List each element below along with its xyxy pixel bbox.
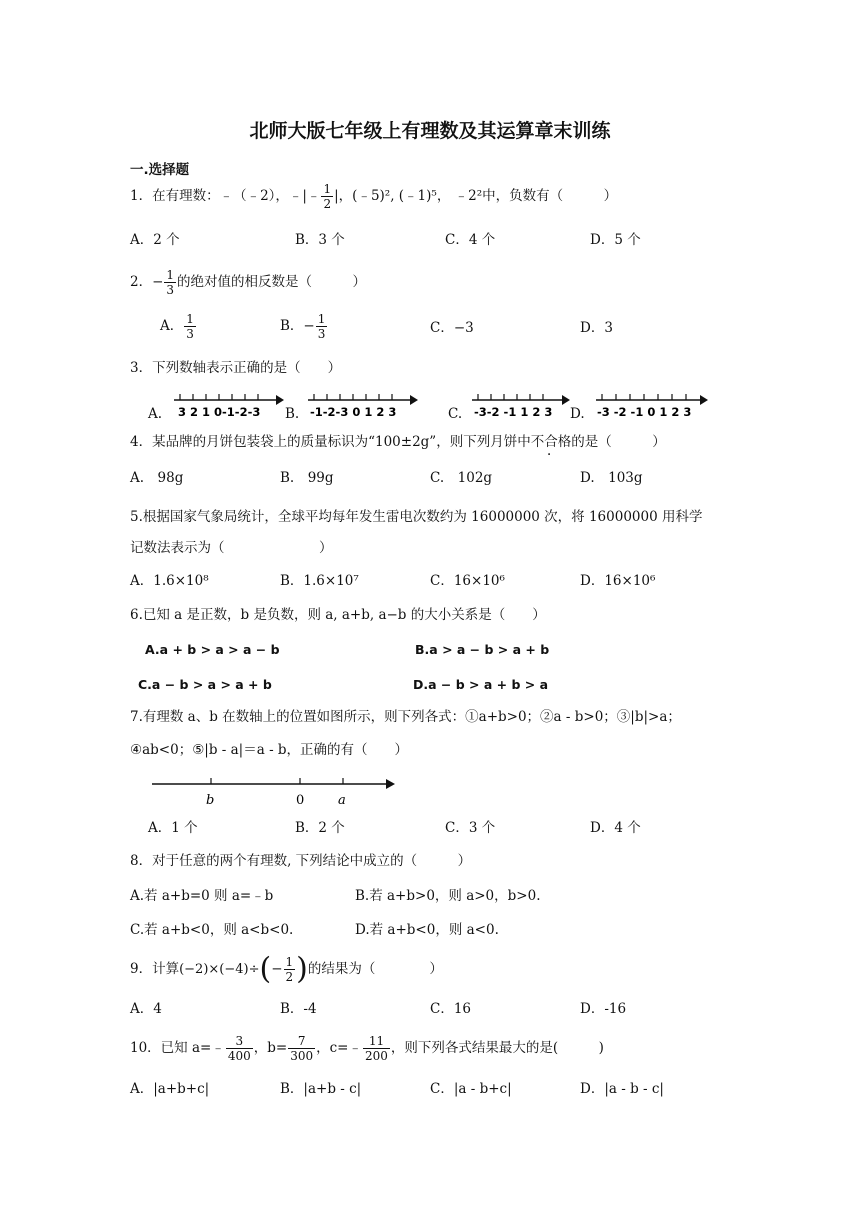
q8-option-d: D.若 a+b<0，则 a<0. (355, 922, 499, 938)
q5-option-b: B．1.6×10⁷ (280, 573, 359, 589)
q3-label-d: D. (570, 406, 585, 422)
question-1: 1．在有理数：﹣（﹣2），﹣|﹣ $\frac{1}{2}$ |，(﹣5)², (﹣1)⁵， ﹣2²中，负数有（ ） (130, 182, 618, 211)
q1-option-c: C．4 个 (445, 232, 496, 248)
question-3: 3．下列数轴表示正确的是（ ） (130, 360, 342, 376)
q4-option-d: D. 103g (580, 470, 643, 486)
svg-text:b: b (206, 793, 215, 808)
q6-option-a: A.a + b > a > a − b (145, 642, 280, 657)
q5-option-c: C．16×10⁶ (430, 573, 505, 589)
q8-option-c: C.若 a+b<0，则 a<b<0. (130, 922, 294, 938)
question-7-line-2: ④ab<0；⑤|b - a|＝a - b，正确的有（ ） (130, 742, 409, 758)
q6-option-c: C.a − b > a > a + b (138, 677, 272, 692)
fraction: $\frac{1}{2}$ (323, 182, 332, 211)
q2-option-c: C．−3 (430, 320, 474, 336)
question-10: 10．已知 a=﹣ $\frac{3}{400}$ ，b= $\frac{7}{300}$ ，c=﹣ $\frac{11}{200}$ ，则下列各式结果最大的是( ) (130, 1034, 604, 1063)
q2-option-a: A． $\frac{1}{3}$ (160, 312, 194, 341)
svg-text:-3-2 -1 1 2 3: -3-2 -1 1 2 3 (474, 405, 553, 419)
question-5-line-1: 5.根据国家气象局统计，全球平均每年发生雷电次数约为 16000000 次，将 16000000 用科学 (130, 509, 703, 525)
question-5-line-2: 记数法表示为（ ） (130, 540, 333, 556)
question-9: 9．计算(−2)×(−4)÷(− $\frac{1}{2}$ )的结果为（ ） (130, 951, 443, 987)
section-heading: 一.选择题 (130, 162, 190, 178)
q3-label-b: B. (285, 406, 300, 422)
q8-option-a: A.若 a+b=0 则 a=﹣b (130, 888, 274, 904)
q2-option-b: B．− $\frac{1}{3}$ (280, 312, 326, 341)
q9-option-c: C．16 (430, 1001, 472, 1017)
q1-option-d: D．5 个 (590, 232, 641, 248)
q1-option-a: A．2 个 (130, 232, 180, 248)
q6-option-b: B.a > a − b > a + b (415, 642, 550, 657)
q4-option-a: A. 98g (130, 470, 184, 486)
q7-option-a: A．1 个 (148, 820, 198, 836)
q1-option-b: B．3 个 (295, 232, 345, 248)
q7-option-d: D．4 个 (590, 820, 641, 836)
q3-label-c: C. (448, 406, 463, 422)
q7-number-line (150, 774, 396, 808)
q4-option-c: C. 102g (430, 470, 493, 486)
q9-option-b: B．-4 (280, 1001, 317, 1017)
q10-option-b: B．|a+b - c| (280, 1081, 362, 1097)
fraction: $\frac{1}{3}$ (166, 268, 175, 297)
number-line-b (306, 390, 418, 422)
question-4: 4．某品牌的月饼包装袋上的质量标识为“100±2g”，则下列月饼中不合格的是（ ） (130, 434, 666, 450)
svg-text:3 2 1 0-1-2-3: 3 2 1 0-1-2-3 (178, 405, 261, 419)
q6-option-d: D.a − b > a + b > a (413, 677, 549, 692)
document-title: 北师大版七年级上有理数及其运算章末训练 (249, 120, 611, 142)
q10-option-d: D．|a - b - c| (580, 1081, 664, 1097)
number-line-c (470, 390, 570, 422)
svg-text:a: a (338, 793, 346, 808)
q10-option-c: C．|a - b+c| (430, 1081, 512, 1097)
svg-text:-3 -2 -1 0 1 2 3: -3 -2 -1 0 1 2 3 (597, 405, 692, 419)
question-6: 6.已知 a 是正数，b 是负数，则 a, a+b, a−b 的大小关系是（ ） (130, 607, 546, 623)
question-8: 8．对于任意的两个有理数, 下列结论中成立的（ ） (130, 853, 472, 869)
q9-option-d: D．-16 (580, 1001, 627, 1017)
q8-option-b: B.若 a+b>0，则 a>0，b>0. (355, 888, 541, 904)
q7-option-b: B．2 个 (295, 820, 345, 836)
q2-option-d: D．3 (580, 320, 613, 336)
emphasis-dotted: 不合格 (530, 434, 572, 450)
question-2: 2．− $\frac{1}{3}$ 的绝对值的相反数是（ ） (130, 268, 367, 297)
svg-text:-1-2-3 0 1 2 3: -1-2-3 0 1 2 3 (310, 405, 397, 419)
q7-option-c: C．3 个 (445, 820, 496, 836)
q10-option-a: A．|a+b+c| (130, 1081, 210, 1097)
q9-option-a: A．4 (130, 1001, 162, 1017)
number-line-a (172, 390, 284, 422)
number-line-d (594, 390, 708, 422)
svg-text:0: 0 (296, 793, 305, 808)
q5-option-a: A．1.6×10⁸ (130, 573, 209, 589)
question-7-line-1: 7.有理数 a、b 在数轴上的位置如图所示，则下列各式：①a+b>0；②a - b>0；③|b|>a； (130, 709, 681, 725)
q5-option-d: D．16×10⁶ (580, 573, 656, 589)
q4-option-b: B. 99g (280, 470, 334, 486)
q3-label-a: A. (148, 406, 163, 422)
